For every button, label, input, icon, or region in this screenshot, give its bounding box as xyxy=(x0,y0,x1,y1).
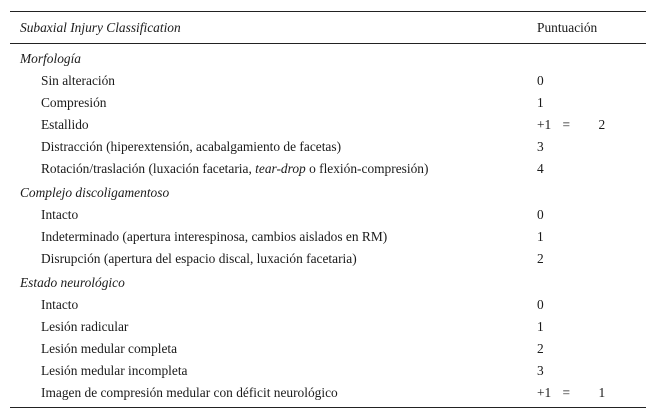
score-modifier: +1 xyxy=(537,385,552,400)
row-label: Intacto xyxy=(41,297,79,312)
row-score: 3 xyxy=(537,139,544,154)
table-row xyxy=(10,136,646,158)
row-score: 0 xyxy=(537,207,544,222)
score-equals: = xyxy=(562,117,571,132)
table-header xyxy=(10,12,646,44)
section-morfologia xyxy=(10,48,646,70)
row-score: 1 xyxy=(537,229,544,244)
table-row xyxy=(10,114,646,136)
section-title: Estado neurológico xyxy=(20,275,125,290)
header-score: Puntuación xyxy=(537,20,598,35)
row-label: Compresión xyxy=(41,95,107,110)
row-label: Lesión radicular xyxy=(41,319,129,334)
row-label xyxy=(41,158,428,180)
row-label: Disrupción (apertura del espacio discal, luxación facetaria) xyxy=(41,251,357,266)
score-equals: = xyxy=(562,385,571,400)
table-row xyxy=(10,158,646,180)
table-row xyxy=(10,360,646,382)
row-score: 4 xyxy=(537,161,544,176)
table-row xyxy=(10,382,646,404)
row-score: 1 xyxy=(537,95,544,110)
table-row xyxy=(10,70,646,92)
row-label: Lesión medular completa xyxy=(41,341,178,356)
row-score: 2 xyxy=(537,341,544,356)
row-label: Estallido xyxy=(41,117,89,132)
score-result: 1 xyxy=(598,385,606,400)
table-row xyxy=(10,316,646,338)
row-label: Imagen de compresión medular con déficit neurológico xyxy=(41,385,338,400)
row-score: 2 xyxy=(537,251,544,266)
section-title: Complejo discoligamentoso xyxy=(20,185,170,200)
row-label-post: o flexión-compresión) xyxy=(305,161,429,176)
table-row xyxy=(10,92,646,114)
section-complejo-discoligamentoso xyxy=(10,182,646,204)
row-label: Sin alteración xyxy=(41,73,115,88)
row-label: Intacto xyxy=(41,207,79,222)
row-label: Indeterminado (apertura interespinosa, cambios aislados en RM) xyxy=(41,229,388,244)
score-result: 2 xyxy=(598,117,606,132)
row-score: 1 xyxy=(537,319,544,334)
section-title: Morfología xyxy=(20,51,82,66)
header-classification: Subaxial Injury Classification xyxy=(20,20,181,35)
siic-table xyxy=(10,11,646,408)
row-label: Lesión medular incompleta xyxy=(41,363,188,378)
table-row xyxy=(10,226,646,248)
row-score: 0 xyxy=(537,73,544,88)
row-label: Distracción (hiperextensión, acabalgamiento de facetas) xyxy=(41,139,342,154)
row-label-emphasis: tear-drop xyxy=(255,161,306,176)
table-row xyxy=(10,338,646,360)
table-row xyxy=(10,294,646,316)
section-estado-neurologico xyxy=(10,272,646,294)
row-score-compound xyxy=(537,382,605,404)
score-modifier: +1 xyxy=(537,117,552,132)
row-label-pre: Rotación/traslación (luxación facetaria, xyxy=(41,161,256,176)
row-score: 0 xyxy=(537,297,544,312)
row-score: 3 xyxy=(537,363,544,378)
table-row xyxy=(10,204,646,226)
table-row xyxy=(10,248,646,270)
row-score-compound xyxy=(537,114,605,136)
